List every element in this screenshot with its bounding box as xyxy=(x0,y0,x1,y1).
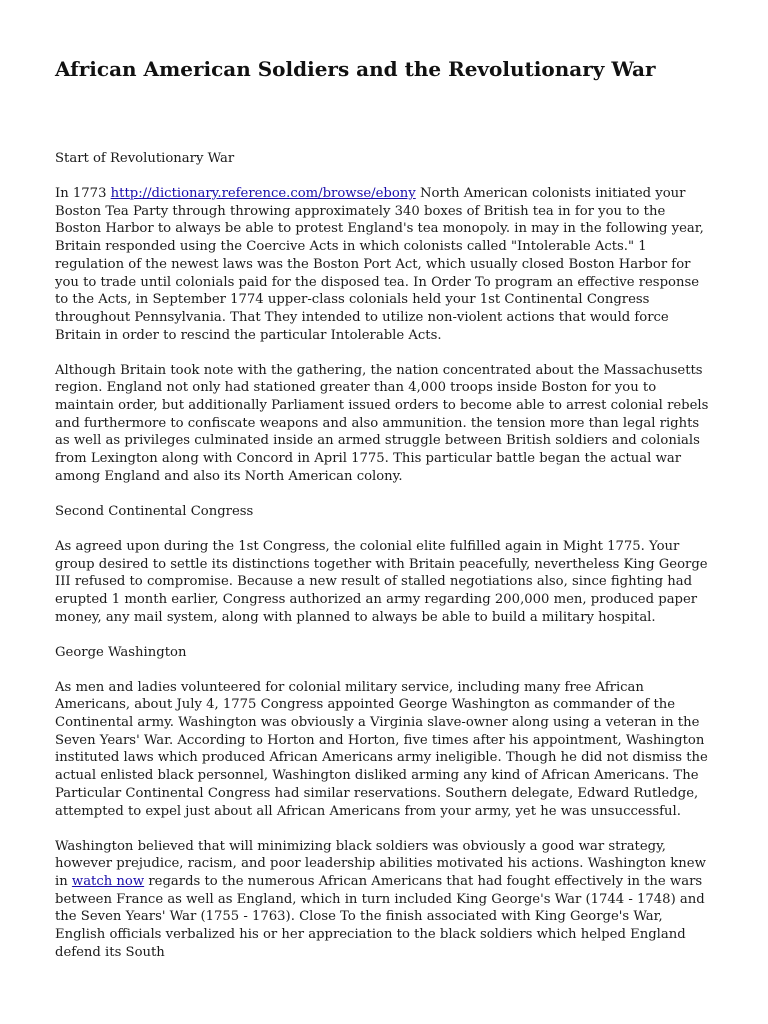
dictionary-link[interactable]: http://dictionary.reference.com/browse/ebony xyxy=(110,186,416,201)
paragraph-1-text: North American colonists initiated your Boston Tea Party through throwing approximately 340 boxes of British tea in for you to the Boston Harbor to always be able to protest England's tea monopoly. in may in the following year, Britain responded using the Coercive Acts in which colonists called "Intolerable Acts." 1 regulation of the newest laws was the Boston Port Act, which usually closed Boston Harbor for you to trade until colonials paid for the disposed tea. In Order To program an effective response to the Acts, in September 1774 upper-class colonials held your 1st Continental Congress throughout Pennsylvania. That They intended to utilize non-violent actions that would force Britain in order to rescind the particular Intolerable Acts. xyxy=(55,186,704,343)
paragraph-1 xyxy=(55,185,715,344)
paragraph-3: As agreed upon during the 1st Congress, the colonial elite fulfilled again in Might 1775. Your group desired to settle its distinctions together with Britain peacefully, nevertheless King George III refused to compromise. Because a new result of stalled negotiations also, since fighting had erupted 1 month earlier, Congress authorized an army regarding 200,000 men, produced paper money, any mail system, along with planned to always be able to build a military hospital. xyxy=(55,538,708,625)
document-body xyxy=(55,150,715,979)
paragraph-5-text: regards to the numerous African Americans that had fought effectively in the wars between France as well as England, which in turn included King George's War (1744 - 1748) and the Seven Years' War (1755 - 1763). Close To the finish associated with King George's War, English officials verbalized his or her appreciation to the black soldiers which helped England defend its South xyxy=(55,873,705,960)
document-title: African American Soldiers and the Revolutionary War xyxy=(55,57,656,81)
section-heading-start: Start of Revolutionary War xyxy=(55,151,235,166)
section-heading-congress: Second Continental Congress xyxy=(55,503,254,519)
paragraph-2: Although Britain took note with the gathering, the nation concentrated about the Massachusetts region. England not only had stationed greater than 4,000 troops inside Boston for you to maintain order, but additionally Parliament issued orders to become able to arrest colonial rebels and furthermore to confiscate weapons and also ammunition. the tension more than legal rights as well as privileges culminated inside an armed struggle between British soldiers and colonials from Lexington along with Concord in April 1775. This particular battle began the actual war among England and also its North American colony. xyxy=(55,362,709,484)
section-heading-washington: George Washington xyxy=(55,644,187,660)
paragraph-4: As men and ladies volunteered for colonial military service, including many free African Americans, about July 4, 1775 Congress appointed George Washington as commander of the Continental army. Washington was obviously a Virginia slave-owner along using a veteran in the Seven Years' War. According to Horton and Horton, five times after his appointment, Washington instituted laws which produced African Americans army ineligible. Though he did not dismiss the actual enlisted black personnel, Washington disliked arming any kind of African Americans. The Particular Continental Congress had similar reservations. Southern delegate, Edward Rutledge, attempted to expel just about all African Americans from your army, yet he was unsuccessful. xyxy=(55,679,708,819)
paragraph-5-lead: Washington believed that will minimizing black soldiers was obviously a good war strategy, however prejudice, racism, and poor leadership abilities motivated his actions. Washington knew in xyxy=(55,838,706,889)
watch-now-link[interactable]: watch now xyxy=(71,873,145,889)
paragraph-5 xyxy=(55,838,715,962)
paragraph-1-lead: In 1773 xyxy=(55,186,111,201)
